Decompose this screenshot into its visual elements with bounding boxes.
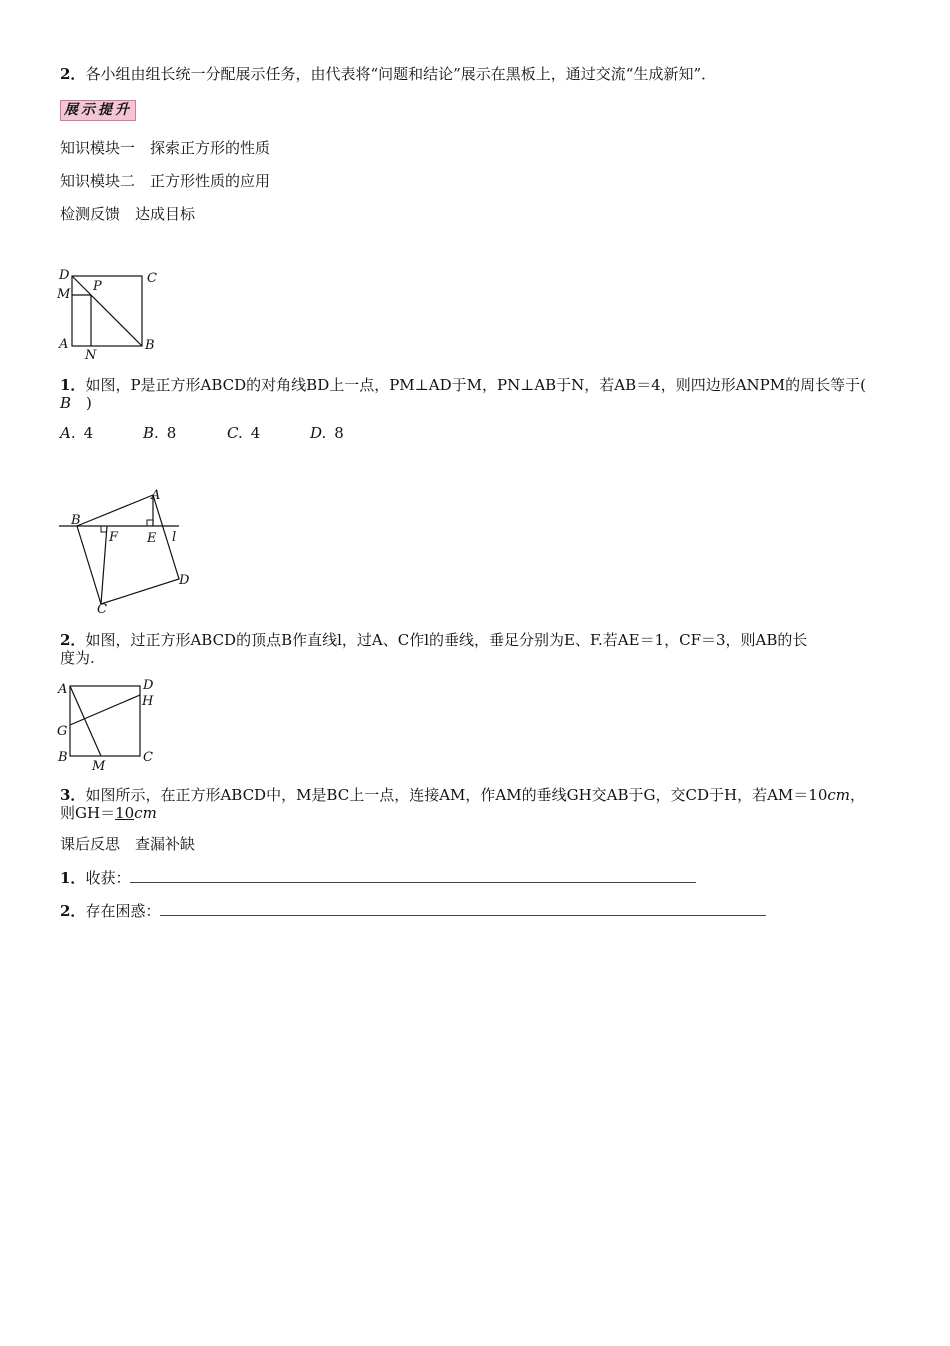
label-c: C: [147, 271, 157, 286]
reflection-2-label: 存在困惑：: [85, 902, 161, 920]
q3-unit-1: cm: [827, 786, 850, 804]
label-f: F: [109, 530, 119, 545]
label-e: E: [147, 531, 157, 546]
figure-3-square-perpendicular: [55, 676, 165, 776]
label-l: l: [172, 530, 177, 545]
question-1: [60, 375, 866, 395]
perpendicular-cf: [101, 526, 107, 604]
option-b-value: 8: [166, 424, 177, 442]
question-2: [60, 630, 807, 650]
label-b: B: [58, 750, 68, 765]
module-heading-2: 知识模块二 正方形性质的应用: [60, 172, 271, 190]
label-d: D: [179, 573, 190, 588]
reflection-1-label: 收获：: [85, 869, 131, 887]
square-abcd-rotated: [77, 495, 179, 604]
diagonal-bd: [72, 276, 142, 346]
label-c: C: [143, 750, 153, 765]
figure-1-square-diagonal: [55, 265, 165, 365]
intro-number: 2．: [60, 65, 86, 83]
label-p: P: [93, 279, 102, 294]
section-badge: 展示提升: [60, 100, 136, 121]
q1-text: 如图，P是正方形ABCD的对角线BD上一点，PM⊥AD于M，PN⊥AB于N，若AB＝4，则四边形ANPM的周长等于(: [85, 376, 866, 394]
confusion-answer-blank[interactable]: [160, 901, 766, 916]
reflection-title: 课后反思 查漏补缺: [60, 835, 196, 853]
q1-option-b: [143, 423, 176, 443]
reflection-item-1: [60, 868, 696, 888]
label-d: D: [59, 268, 70, 283]
gains-answer-blank[interactable]: [130, 868, 696, 883]
reflection-item-2: [60, 901, 766, 921]
label-a: A: [59, 337, 69, 352]
label-b: B: [145, 338, 155, 353]
q3-comma: ，: [850, 786, 866, 804]
q1-number: 1．: [60, 376, 86, 394]
option-c-value: 4: [250, 424, 261, 442]
option-d-letter: D.: [310, 424, 327, 442]
label-m: M: [92, 759, 106, 774]
q1-answer-line: [60, 393, 92, 413]
q2-text-1: 如图，过正方形ABCD的顶点B作直线l，过A、C作l的垂线，垂足分别为E、F.若AE＝1，CF＝3，则AB的长: [85, 631, 808, 649]
module-heading-3: 检测反馈 达成目标: [60, 205, 196, 223]
right-angle-e: [147, 520, 153, 526]
label-n: N: [85, 348, 97, 363]
option-c-letter: C.: [227, 424, 243, 442]
q3-gh-prefix: 则GH＝: [60, 804, 116, 822]
q1-close-paren: ): [86, 394, 92, 412]
q3-unit-2: cm: [134, 804, 157, 822]
label-a: A: [58, 682, 68, 697]
q1-option-d: [310, 423, 344, 443]
option-b-letter: B.: [143, 424, 159, 442]
label-g: G: [57, 724, 68, 739]
q1-option-a: [60, 423, 93, 443]
intro-line: [60, 64, 716, 84]
reflection-2-number: 2．: [60, 902, 86, 920]
label-b: B: [71, 513, 81, 528]
q3-line-2: [60, 803, 157, 823]
reflection-1-number: 1．: [60, 869, 86, 887]
q3-number: 3．: [60, 786, 86, 804]
segment-am: [70, 686, 101, 756]
label-m: M: [57, 287, 71, 302]
label-h: H: [142, 694, 154, 709]
label-a: A: [151, 488, 161, 503]
option-a-value: 4: [83, 424, 94, 442]
q3-answer: 10: [115, 804, 135, 822]
q2-line-2: 度为.: [60, 649, 95, 667]
module-heading-1: 知识模块一 探索正方形的性质: [60, 139, 271, 157]
question-3: [60, 785, 865, 805]
option-a-letter: A.: [60, 424, 76, 442]
option-d-value: 8: [334, 424, 344, 442]
q1-answer: B: [60, 394, 72, 412]
label-d: D: [143, 678, 154, 693]
label-c: C: [97, 602, 107, 617]
q2-number: 2．: [60, 631, 86, 649]
q1-option-c: [227, 423, 260, 443]
q3-text-1: 如图所示，在正方形ABCD中，M是BC上一点，连接AM，作AM的垂线GH交AB于G，交CD于H，若AM＝10: [85, 786, 828, 804]
figure-2-square-line-l: [55, 485, 205, 615]
intro-text: 各小组由组长统一分配展示任务，由代表将“问题和结论”展示在黑板上，通过交流“生成新知”．: [85, 65, 717, 83]
